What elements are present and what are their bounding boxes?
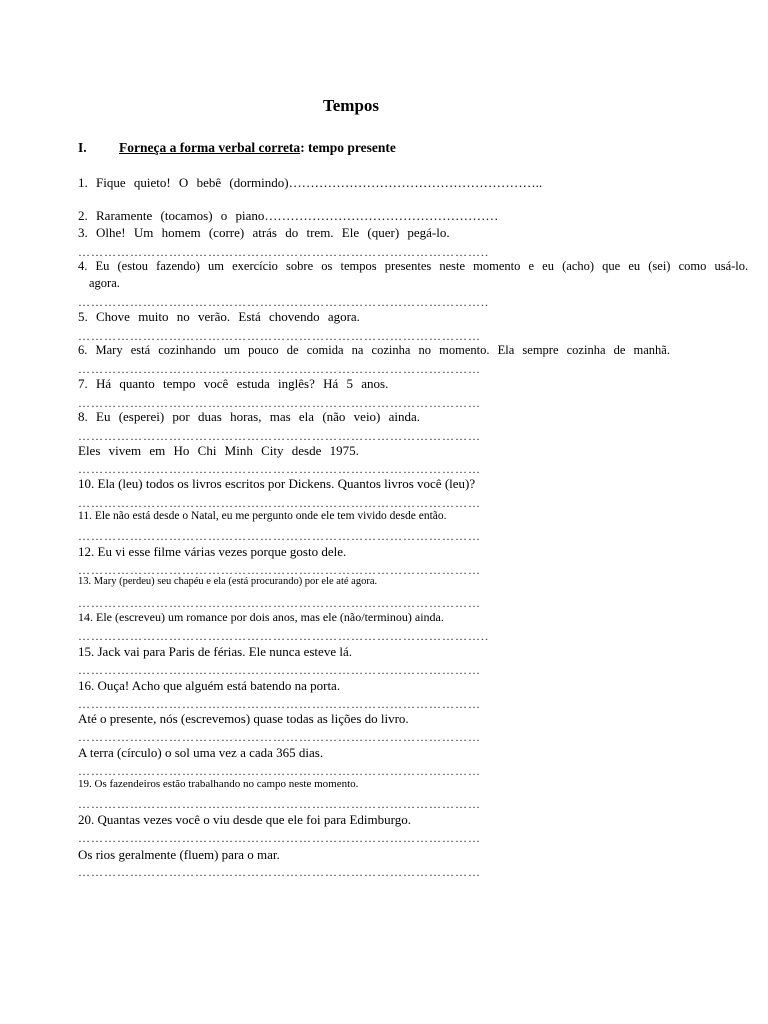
exercise-question: 1. Fique quieto! O bebê (dormindo)………………………………………………….. (78, 175, 543, 190)
section-heading (78, 140, 718, 156)
answer-line[interactable]: ………………………………………………………………………………….. (78, 295, 489, 309)
exercise-question: 6. Mary está cozinhando um pouco de comida na cozinha no momento. Ela sempre cozinha de manhã. (78, 343, 670, 357)
answer-line[interactable]: ………………………………………………………………………………… (78, 362, 481, 376)
section-number: I. (78, 140, 87, 155)
answer-line[interactable]: ………………………………………………………………………………….. (78, 245, 489, 259)
answer-line[interactable]: ………………………………………………………………………………….. (78, 629, 489, 643)
answer-line[interactable]: ………………………………………………………………………………… (78, 563, 481, 577)
answer-line[interactable]: ………………………………………………………………………………… (78, 764, 481, 778)
exercise-question: 13. Mary (perdeu) seu chapéu e ela (está procurando) por ele até agora. (78, 576, 378, 587)
exercise-question: 5. Chove muito no verão. Está chovendo agora. (78, 309, 360, 324)
exercise-question: A terra (círculo) o sol uma vez a cada 365 dias. (78, 745, 324, 760)
page-title: Tempos (322, 96, 380, 115)
answer-line[interactable]: ………………………………………………………………………………… (78, 396, 481, 410)
exercise-question: 10. Ela (leu) todos os livros escritos por Dickens. Quantos livros você (leu)? (78, 476, 476, 491)
exercise-question: 7. Há quanto tempo você estuda inglês? Há 5 anos. (78, 376, 389, 391)
answer-line[interactable]: ………………………………………………………………………………… (78, 329, 481, 343)
answer-line[interactable]: ………………………………………………………………………………… (78, 730, 481, 744)
exercise-question: 16. Ouça! Acho que alguém está batendo na porta. (78, 678, 341, 693)
exercise-question: 8. Eu (esperei) por duas horas, mas ela (não veio) ainda. (78, 409, 421, 424)
exercise-question: 4. Eu (estou fazendo) um exercício sobre os tempos presentes neste momento e eu (acho) que eu (sei) como usá-lo. (78, 259, 749, 273)
exercise-question: Até o presente, nós (escrevemos) quase todas as lições do livro. (78, 711, 409, 726)
exercise-question: 12. Eu vi esse filme várias vezes porque gosto dele. (78, 544, 347, 559)
exercise-question: 11. Ele não está desde o Natal, eu me pergunto onde ele tem vivido desde então. (78, 510, 447, 522)
answer-line[interactable]: ………………………………………………………………………………… (78, 596, 481, 610)
exercise-question: Os rios geralmente (fluem) para o mar. (78, 847, 280, 862)
section-instruction: Forneça a forma verbal correta (119, 140, 301, 155)
exercise-question-continuation: agora. (89, 276, 120, 290)
exercise-question: 3. Olhe! Um homem (corre) atrás do trem. Ele (quer) pegá-lo. (78, 225, 450, 240)
answer-line[interactable]: ………………………………………………………………………………… (78, 529, 481, 543)
exercise-question: 20. Quantas vezes você o viu desde que ele foi para Edimburgo. (78, 812, 411, 827)
answer-line[interactable]: ………………………………………………………………………………… (78, 865, 481, 879)
exercise-question: 2. Raramente (tocamos) o piano……………………………………………… (78, 208, 499, 223)
answer-line[interactable]: ………………………………………………………………………………… (78, 797, 481, 811)
answer-line[interactable]: ………………………………………………………………………………… (78, 831, 481, 845)
section-instruction-suffix: : tempo presente (300, 140, 396, 155)
exercise-question: 15. Jack vai para Paris de férias. Ele nunca esteve lá. (78, 644, 352, 659)
answer-line[interactable]: ………………………………………………………………………………… (78, 462, 481, 476)
exercise-question: 14. Ele (escreveu) um romance por dois anos, mas ele (não/terminou) ainda. (78, 610, 444, 624)
exercise-question: Eles vivem em Ho Chi Minh City desde 1975. (78, 443, 359, 458)
answer-line[interactable]: ………………………………………………………………………………… (78, 496, 481, 510)
answer-line[interactable]: ………………………………………………………………………………… (78, 663, 481, 677)
answer-line[interactable]: ………………………………………………………………………………… (78, 697, 481, 711)
exercise-question: 19. Os fazendeiros estão trabalhando no campo neste momento. (78, 778, 359, 790)
answer-line[interactable]: ………………………………………………………………………………… (78, 429, 481, 443)
